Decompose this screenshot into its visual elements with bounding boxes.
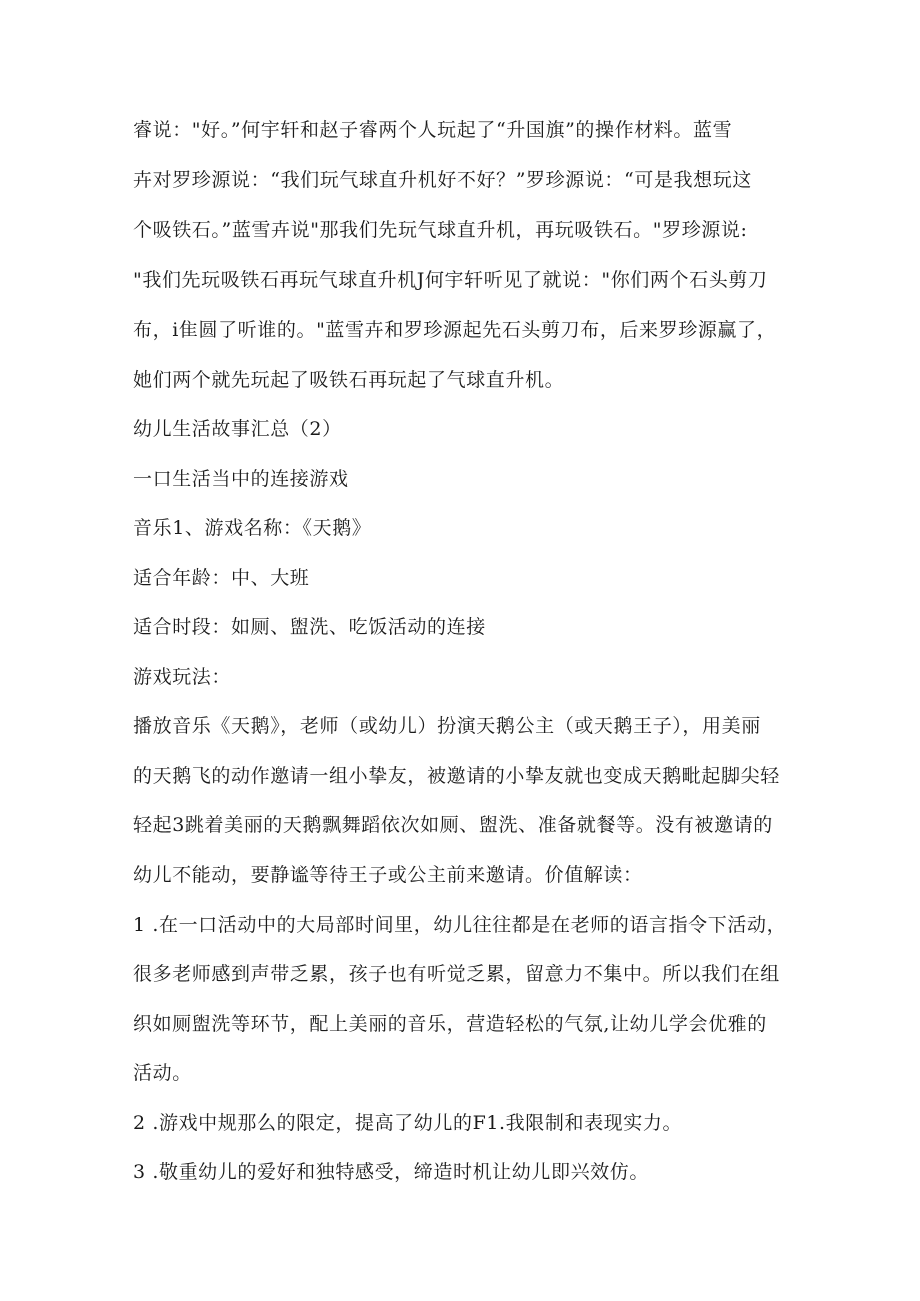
subheading: 一口生活当中的连接游戏	[133, 468, 349, 490]
suitable-time: 适合时段：如厕、盥洗、吃饭活动的连接	[133, 616, 486, 638]
paragraph-line: 卉对罗珍源说：“我们玩气球直升机好不好？”罗珍源说：“可是我想玩这	[133, 169, 752, 191]
paragraph-line: 轻起3跳着美丽的天鹅飘舞蹈依次如厕、盥洗、准备就餐等。没有被邀请的	[133, 814, 773, 836]
paragraph-line: 睿说："好。”何宇轩和赵子睿两个人玩起了“升国旗”的操作材料。蓝雪	[133, 119, 733, 141]
paragraph-line: 很多老师感到声带乏累，孩子也有听觉乏累，留意力不集中。所以我们在组	[133, 963, 780, 985]
paragraph-line: 她们两个就先玩起了吸铁石再玩起了气球直升机。	[133, 369, 565, 391]
paragraph-line: 织如厕盥洗等环节，配上美丽的音乐，营造轻松的气氛,让幼儿学会优雅的	[133, 1013, 767, 1035]
game-name: 音乐1、游戏名称：《天鹅》	[133, 517, 372, 539]
gameplay-heading: 游戏玩法：	[133, 666, 232, 688]
list-item-2: 2 .游戏中规那么的限定，提高了幼儿的F1.我限制和表现实力。	[133, 1112, 683, 1134]
paragraph-line: 个吸铁石。”蓝雪卉说"那我们先玩气球直升机，再玩吸铁石。"罗珍源说:	[133, 219, 748, 241]
paragraph-line: 活动。	[133, 1062, 192, 1084]
list-item-3: 3 .敬重幼儿的爱好和独特感受，缔造时机让幼儿即兴效仿。	[133, 1161, 649, 1183]
paragraph-line: 幼儿不能动，要静谧等待王子或公主前来邀请。价值解读：	[133, 864, 643, 886]
paragraph-line: "我们先玩吸铁石再玩气球直升机J何宇轩听见了就说："你们两个石头剪刀	[133, 269, 768, 291]
list-item-1: 1 .在一口活动中的大局部时间里，幼儿往往都是在老师的语言指令下活动，	[133, 914, 787, 936]
section-heading: 幼儿生活故事汇总（2）	[133, 418, 342, 440]
paragraph-line: 播放音乐《天鹅》，老师（或幼儿）扮演天鹅公主（或天鹅王子），用美丽	[133, 715, 761, 737]
suitable-age: 适合年龄：中、大班	[133, 567, 310, 589]
paragraph-line: 布，i隹圆了听谁的。"蓝雪卉和罗珍源起先石头剪刀布，后来罗珍源赢了，	[133, 319, 777, 341]
paragraph-line: 的天鹅飞的动作邀请一组小挚友，被邀请的小挚友就也变成天鹅毗起脚尖轻	[133, 765, 780, 787]
